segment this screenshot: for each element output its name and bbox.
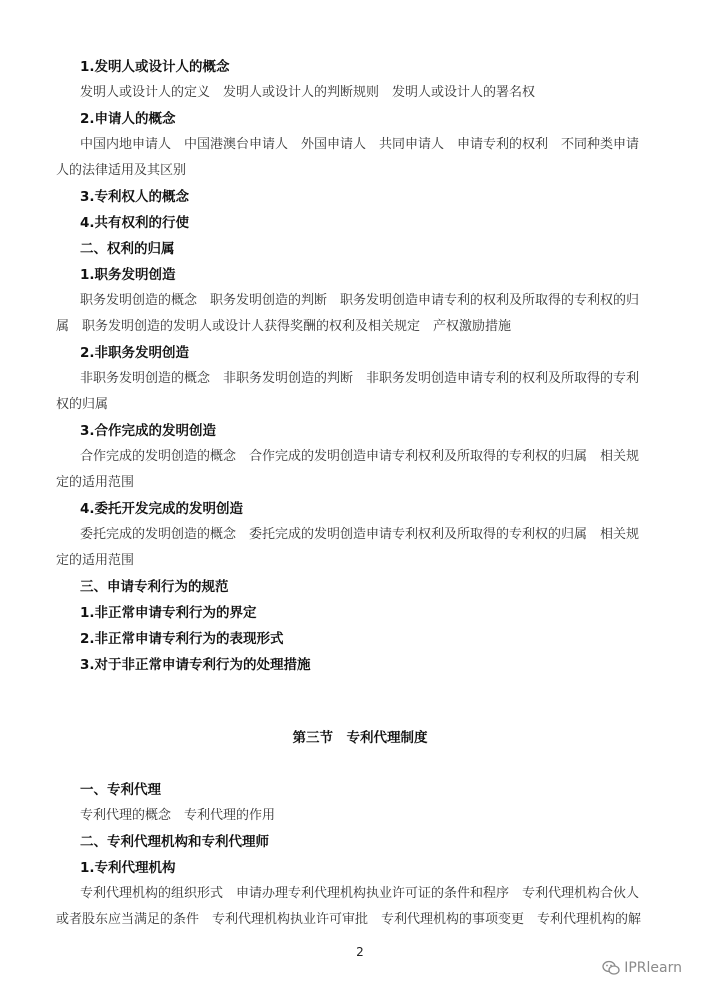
text-line: 属 职务发明创造的发明人或设计人获得奖酬的权利及相关规定 产权激励措施 — [56, 319, 512, 334]
text-line: 职务发明创造的概念 职务发明创造的判断 职务发明创造申请专利的权利及所取得的专利权的归 — [80, 293, 640, 308]
heading-line: 4.共有权利的行使 — [80, 215, 190, 231]
heading-line: 一、专利代理 — [80, 782, 161, 798]
heading-line: 1.非正常申请专利行为的界定 — [80, 605, 257, 621]
text-line: 权的归属 — [56, 397, 109, 412]
text-line: 人的法律适用及其区别 — [56, 163, 187, 178]
section-title: 第三节 专利代理制度 — [292, 730, 428, 746]
heading-line: 2.非正常申请专利行为的表现形式 — [80, 631, 284, 647]
heading-line: 1.发明人或设计人的概念 — [80, 59, 230, 75]
heading-line: 2.非职务发明创造 — [80, 345, 190, 361]
text-line: 或者股东应当满足的条件 专利代理机构执业许可审批 专利代理机构的事项变更 专利代理机构的解 — [56, 912, 642, 927]
heading-line: 三、申请专利行为的规范 — [80, 579, 229, 595]
wechat-icon — [602, 960, 620, 976]
watermark — [602, 960, 682, 976]
heading-line: 3.对于非正常申请专利行为的处理措施 — [80, 657, 311, 673]
text-line: 专利代理机构的组织形式 申请办理专利代理机构执业许可证的条件和程序 专利代理机构合伙人 — [80, 886, 640, 901]
text-line: 定的适用范围 — [56, 553, 135, 568]
text-line: 定的适用范围 — [56, 475, 135, 490]
text-line: 专利代理的概念 专利代理的作用 — [80, 808, 276, 823]
text-line: 发明人或设计人的定义 发明人或设计人的判断规则 发明人或设计人的署名权 — [80, 85, 536, 100]
watermark-text: IPRlearn — [624, 960, 682, 976]
text-line: 中国内地申请人 中国港澳台申请人 外国申请人 共同申请人 申请专利的权利 不同种类申请 — [80, 137, 640, 152]
text-line: 委托完成的发明创造的概念 委托完成的发明创造申请专利权利及所取得的专利权的归属 相关规 — [80, 527, 640, 542]
heading-line: 二、专利代理机构和专利代理师 — [80, 834, 269, 850]
heading-line: 3.合作完成的发明创造 — [80, 423, 217, 439]
text-line: 合作完成的发明创造的概念 合作完成的发明创造申请专利权利及所取得的专利权的归属 相关规 — [80, 449, 640, 464]
heading-line: 4.委托开发完成的发明创造 — [80, 501, 244, 517]
heading-line: 二、权利的归属 — [80, 241, 175, 257]
heading-line: 1.专利代理机构 — [80, 860, 176, 876]
page-number: 2 — [356, 945, 364, 959]
heading-line: 2.申请人的概念 — [80, 111, 176, 127]
heading-line: 1.职务发明创造 — [80, 267, 176, 283]
text-line: 非职务发明创造的概念 非职务发明创造的判断 非职务发明创造申请专利的权利及所取得的专利 — [80, 371, 640, 386]
heading-line: 3.专利权人的概念 — [80, 189, 190, 205]
